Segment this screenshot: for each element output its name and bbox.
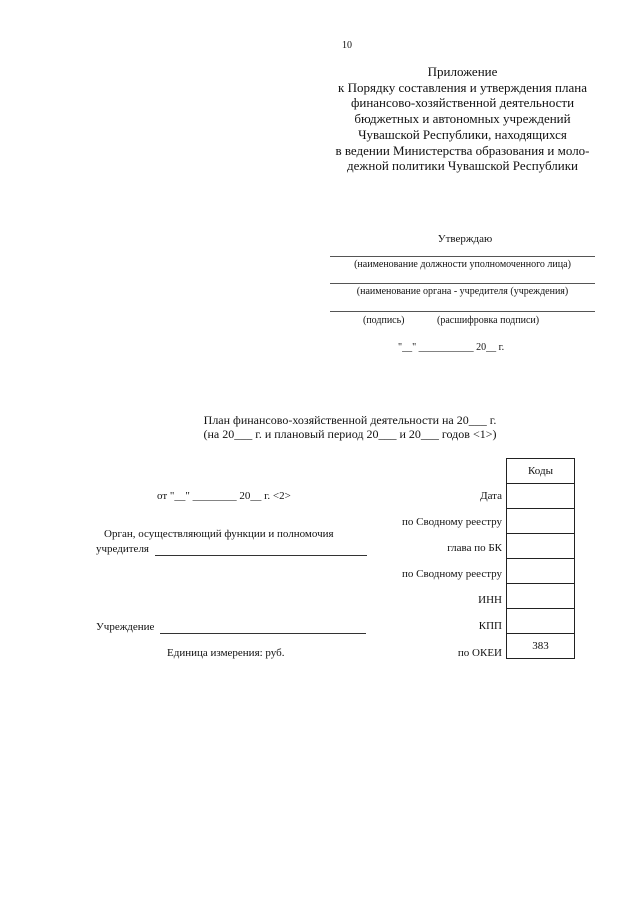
approval-heading: Утверждаю [437,233,493,245]
institution-input-line [160,621,366,634]
signature-caption: (подпись) [363,315,405,326]
appendix-line: Чувашской Республики, находящихся [358,126,567,142]
official-signature-line [330,256,595,257]
code-label-okei: по ОКЕИ [457,647,502,659]
code-label-date: Дата [480,490,502,502]
appendix-line: бюджетных и автономных учреждений [354,111,571,127]
code-cell-registry [507,509,575,534]
approval-date: "__" ___________ 20__ г. [398,342,505,353]
form-date-line: от "__" ________ 20__ г. <2> [157,490,291,502]
signature-line [330,311,595,312]
appendix-header [310,64,615,174]
appendix-line: Приложение [427,64,498,79]
organ-input-line [155,543,367,556]
code-cell-registry-2 [507,559,575,584]
appendix-line: дежной политики Чувашской Республики [347,158,578,174]
code-cell-inn [507,584,575,609]
appendix-line: финансово-хозяйственной деятельности [350,95,575,111]
unit-label: Единица измерения: руб. [167,647,285,659]
plan-title-line: (на 20___ г. и плановый период 20___ и 20___ годов <1>) [203,427,497,441]
code-cell-kpp [507,609,575,634]
decoding-caption: (расшифровка подписи) [437,315,540,326]
institution-label: Учреждение [96,621,155,633]
codes-header: Коды [507,459,575,484]
code-label-bk: глава по БК [447,542,502,554]
code-label-registry-2: по Сводному реестру [402,568,502,580]
appendix-line: к Порядку составления и утверждения плана [338,79,587,95]
plan-title-line: План финансово-хозяйственной деятельности на 20___ г. [203,413,497,427]
code-label-registry: по Сводному реестру [402,516,502,528]
codes-table [506,458,575,659]
official-caption: (наименование должности уполномоченного лица) [354,259,571,270]
page-number: 10 [342,40,352,51]
institution-field [96,621,366,634]
organ-field [96,543,367,556]
code-cell-date [507,484,575,509]
code-cell-bk [507,534,575,559]
appendix-line: в ведении Министерства образования и моло- [335,142,590,158]
organ-label-cont: учредителя [96,543,149,555]
body-signature-line [330,283,595,284]
code-label-kpp: КПП [478,620,502,632]
body-caption: (наименование органа - учредителя (учреждения) [356,286,569,297]
code-cell-okei: 383 [507,634,575,659]
code-label-inn: ИНН [478,594,502,606]
plan-title [150,413,550,441]
organ-label: Орган, осуществляющий функции и полномочия [104,528,334,540]
